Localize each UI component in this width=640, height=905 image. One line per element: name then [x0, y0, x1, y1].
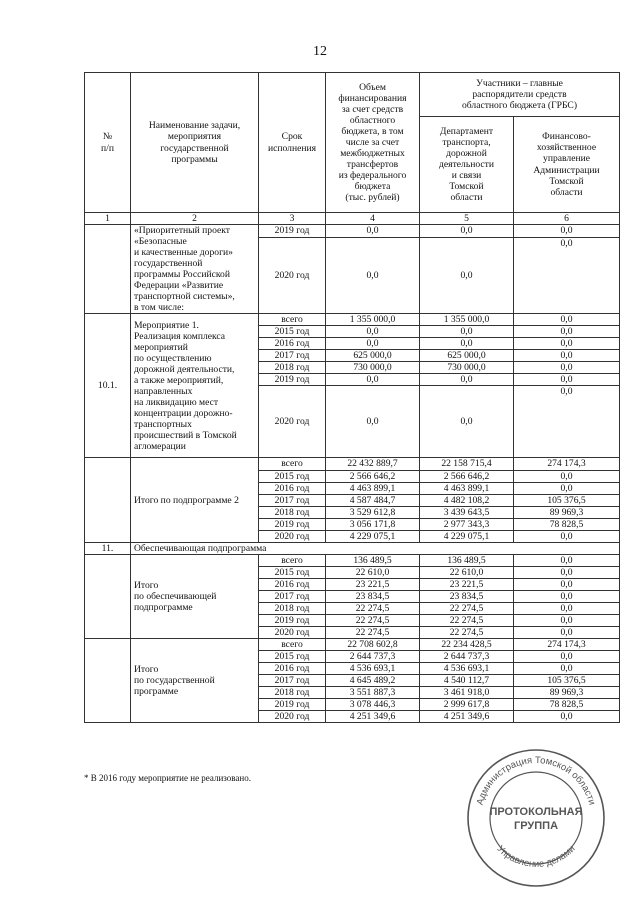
row-finance: 0,0: [514, 338, 620, 350]
row-num: [85, 225, 131, 314]
row-volume: 2 566 646,2: [326, 470, 420, 482]
row-term: 2019 год: [259, 225, 326, 238]
row-finance: 274 174,3: [514, 458, 620, 470]
row-finance: 0,0: [514, 314, 620, 326]
row-finance: 0,0: [514, 626, 620, 638]
row-term: 2017 год: [259, 590, 326, 602]
row-finance: 0,0: [514, 554, 620, 566]
row-volume: 0,0: [326, 225, 420, 238]
row-num: [85, 554, 131, 638]
row-term: 2016 год: [259, 578, 326, 590]
stamp-center-line2: ГРУППА: [513, 820, 559, 832]
row-volume: 22 708 602,8: [326, 638, 420, 650]
row-volume: 4 587 484,7: [326, 494, 420, 506]
row-term: 2015 год: [259, 650, 326, 662]
row-transport: 2 977 343,3: [420, 518, 514, 530]
row-transport: 22 274,5: [420, 602, 514, 614]
row-transport: 2 566 646,2: [420, 470, 514, 482]
row-volume: 22 274,5: [326, 602, 420, 614]
row-finance: 274 174,3: [514, 638, 620, 650]
page-number: 12: [313, 44, 327, 59]
measure-num: 10.1.: [85, 314, 131, 458]
row-transport: 4 251 349,6: [420, 711, 514, 723]
col-number: 5: [420, 213, 514, 225]
row-finance: 0,0: [514, 326, 620, 338]
table-row: [85, 314, 620, 326]
row-volume: 0,0: [326, 326, 420, 338]
row-term: 2017 год: [259, 675, 326, 687]
row-num: [85, 638, 131, 722]
row-finance: 89 969,3: [514, 687, 620, 699]
row-transport: 4 540 112,7: [420, 675, 514, 687]
row-finance: 0,0: [514, 350, 620, 362]
header-participants: Участники – главные распорядители средств областного бюджета (ГРБС): [420, 73, 620, 117]
row-transport: 0,0: [420, 225, 514, 238]
table-row: [85, 554, 620, 566]
row-term: 2016 год: [259, 663, 326, 675]
row-volume: 23 834,5: [326, 590, 420, 602]
row-num: [85, 458, 131, 542]
row-transport: 4 482 108,2: [420, 494, 514, 506]
row-term: 2018 год: [259, 506, 326, 518]
row-transport: 22 274,5: [420, 626, 514, 638]
project-name: «Приоритетный проект «Безопасные и качественные дороги» государственной программы Российской Федерации «Развитие транспортной системы», в том числе:: [131, 225, 259, 314]
row-transport: 4 229 075,1: [420, 530, 514, 542]
row-term: 2020 год: [259, 386, 326, 458]
row-transport: 1 355 000,0: [420, 314, 514, 326]
row-volume: 22 610,0: [326, 566, 420, 578]
row-finance: 89 969,3: [514, 506, 620, 518]
row-transport: 3 461 918,0: [420, 687, 514, 699]
row-finance: 0,0: [514, 386, 620, 458]
row-finance: 0,0: [514, 578, 620, 590]
stamp-ring-top: Администрация Томской области: [474, 754, 598, 807]
col-number: 4: [326, 213, 420, 225]
row-finance: 0,0: [514, 590, 620, 602]
header-dept-transport: Департамент транспорта, дорожной деятельности и связи Томской области: [420, 117, 514, 213]
row-term: 2020 год: [259, 237, 326, 313]
row-volume: 730 000,0: [326, 362, 420, 374]
row-volume: 4 645 489,2: [326, 675, 420, 687]
financing-table: [84, 72, 620, 723]
row-term: 2018 год: [259, 362, 326, 374]
row-transport: 22 610,0: [420, 566, 514, 578]
row-term: 2015 год: [259, 566, 326, 578]
row-finance: 78 828,5: [514, 518, 620, 530]
support-subtotal-name: Итого по обеспечивающей подпрограмме: [131, 554, 259, 638]
section-num: 11.: [85, 542, 131, 554]
row-finance: 0,0: [514, 663, 620, 675]
row-term: 2016 год: [259, 482, 326, 494]
row-term: 2016 год: [259, 338, 326, 350]
row-transport: 22 158 715,4: [420, 458, 514, 470]
row-finance: 0,0: [514, 614, 620, 626]
row-volume: 0,0: [326, 374, 420, 386]
row-term: 2019 год: [259, 374, 326, 386]
row-transport: 136 489,5: [420, 554, 514, 566]
program-total-name: Итого по государственной программе: [131, 638, 259, 722]
row-transport: 3 439 643,5: [420, 506, 514, 518]
header-term: Срок исполнения: [259, 73, 326, 213]
row-transport: 4 463 899,1: [420, 482, 514, 494]
row-finance: 0,0: [514, 482, 620, 494]
row-finance: 105 376,5: [514, 494, 620, 506]
header-num: № п/п: [85, 73, 131, 213]
footnote: * В 2016 году мероприятие не реализовано.: [84, 773, 251, 783]
row-term: всего: [259, 638, 326, 650]
row-term: 2019 год: [259, 614, 326, 626]
header-volume: Объем финансирования за счет средств областного бюджета, в том числе за счет межбюджетных трансфертов из федерального бюджета (тыс. рублей): [326, 73, 420, 213]
row-term: 2019 год: [259, 518, 326, 530]
row-finance: 0,0: [514, 237, 620, 313]
row-transport: 625 000,0: [420, 350, 514, 362]
row-volume: 0,0: [326, 386, 420, 458]
row-volume: 3 078 446,3: [326, 699, 420, 711]
row-transport: 22 274,5: [420, 614, 514, 626]
row-term: 2017 год: [259, 494, 326, 506]
row-volume: 4 536 693,1: [326, 663, 420, 675]
row-transport: 0,0: [420, 338, 514, 350]
row-term: всего: [259, 314, 326, 326]
col-number: 6: [514, 213, 620, 225]
row-volume: 22 432 889,7: [326, 458, 420, 470]
stamp-ring-bottom: Управление делами: [494, 843, 578, 870]
row-transport: 2 999 617,8: [420, 699, 514, 711]
row-term: 2018 год: [259, 687, 326, 699]
section-title: Обеспечивающая подпрограмма: [131, 542, 620, 554]
row-term: 2017 год: [259, 350, 326, 362]
measure-name: Мероприятие 1. Реализация комплекса мероприятий по осуществлению дорожной деятельности, а также мероприятий, направленных на ликвидацию мест концентрации дорожно- транспортных происшествий в Томской агломерации: [131, 314, 259, 458]
header-dept-finance: Финансово- хозяйственное управление Администрации Томской области: [514, 117, 620, 213]
row-term: 2018 год: [259, 602, 326, 614]
row-finance: 0,0: [514, 566, 620, 578]
row-volume: 3 551 887,3: [326, 687, 420, 699]
row-volume: 22 274,5: [326, 614, 420, 626]
row-transport: 22 234 428,5: [420, 638, 514, 650]
row-finance: 105 376,5: [514, 675, 620, 687]
row-volume: 4 251 349,6: [326, 711, 420, 723]
row-finance: 78 828,5: [514, 699, 620, 711]
row-transport: 23 221,5: [420, 578, 514, 590]
col-number: 2: [131, 213, 259, 225]
row-transport: 4 536 693,1: [420, 663, 514, 675]
table-row: [85, 638, 620, 650]
row-term: 2019 год: [259, 699, 326, 711]
row-finance: 0,0: [514, 530, 620, 542]
row-volume: 3 056 171,8: [326, 518, 420, 530]
row-transport: 730 000,0: [420, 362, 514, 374]
row-volume: 136 489,5: [326, 554, 420, 566]
row-volume: 4 229 075,1: [326, 530, 420, 542]
row-transport: 23 834,5: [420, 590, 514, 602]
row-term: 2015 год: [259, 470, 326, 482]
section-row: [85, 542, 620, 554]
header-name: Наименование задачи, мероприятия государственной программы: [131, 73, 259, 213]
row-finance: 0,0: [514, 470, 620, 482]
row-transport: 0,0: [420, 386, 514, 458]
row-term: 2015 год: [259, 326, 326, 338]
row-term: всего: [259, 458, 326, 470]
row-finance: 0,0: [514, 225, 620, 238]
col-number: 1: [85, 213, 131, 225]
row-finance: 0,0: [514, 711, 620, 723]
row-volume: 4 463 899,1: [326, 482, 420, 494]
row-volume: 3 529 612,8: [326, 506, 420, 518]
row-volume: 0,0: [326, 338, 420, 350]
stamp-center-line1: ПРОТОКОЛЬНАЯ: [489, 806, 583, 818]
row-volume: 23 221,5: [326, 578, 420, 590]
row-transport: 0,0: [420, 326, 514, 338]
row-transport: 0,0: [420, 237, 514, 313]
row-finance: 0,0: [514, 374, 620, 386]
row-volume: 0,0: [326, 237, 420, 313]
col-number: 3: [259, 213, 326, 225]
row-volume: 625 000,0: [326, 350, 420, 362]
table-row: [85, 458, 620, 470]
row-volume: 1 355 000,0: [326, 314, 420, 326]
row-finance: 0,0: [514, 650, 620, 662]
row-finance: 0,0: [514, 362, 620, 374]
row-volume: 22 274,5: [326, 626, 420, 638]
table-row: [85, 225, 620, 238]
row-finance: 0,0: [514, 602, 620, 614]
row-volume: 2 644 737,3: [326, 650, 420, 662]
row-transport: 2 644 737,3: [420, 650, 514, 662]
row-term: всего: [259, 554, 326, 566]
subtotal2-name: Итого по подпрограмме 2: [131, 458, 259, 542]
row-term: 2020 год: [259, 530, 326, 542]
row-transport: 0,0: [420, 374, 514, 386]
row-term: 2020 год: [259, 626, 326, 638]
column-number-row: [85, 213, 620, 225]
row-term: 2020 год: [259, 711, 326, 723]
official-stamp: [463, 745, 609, 891]
